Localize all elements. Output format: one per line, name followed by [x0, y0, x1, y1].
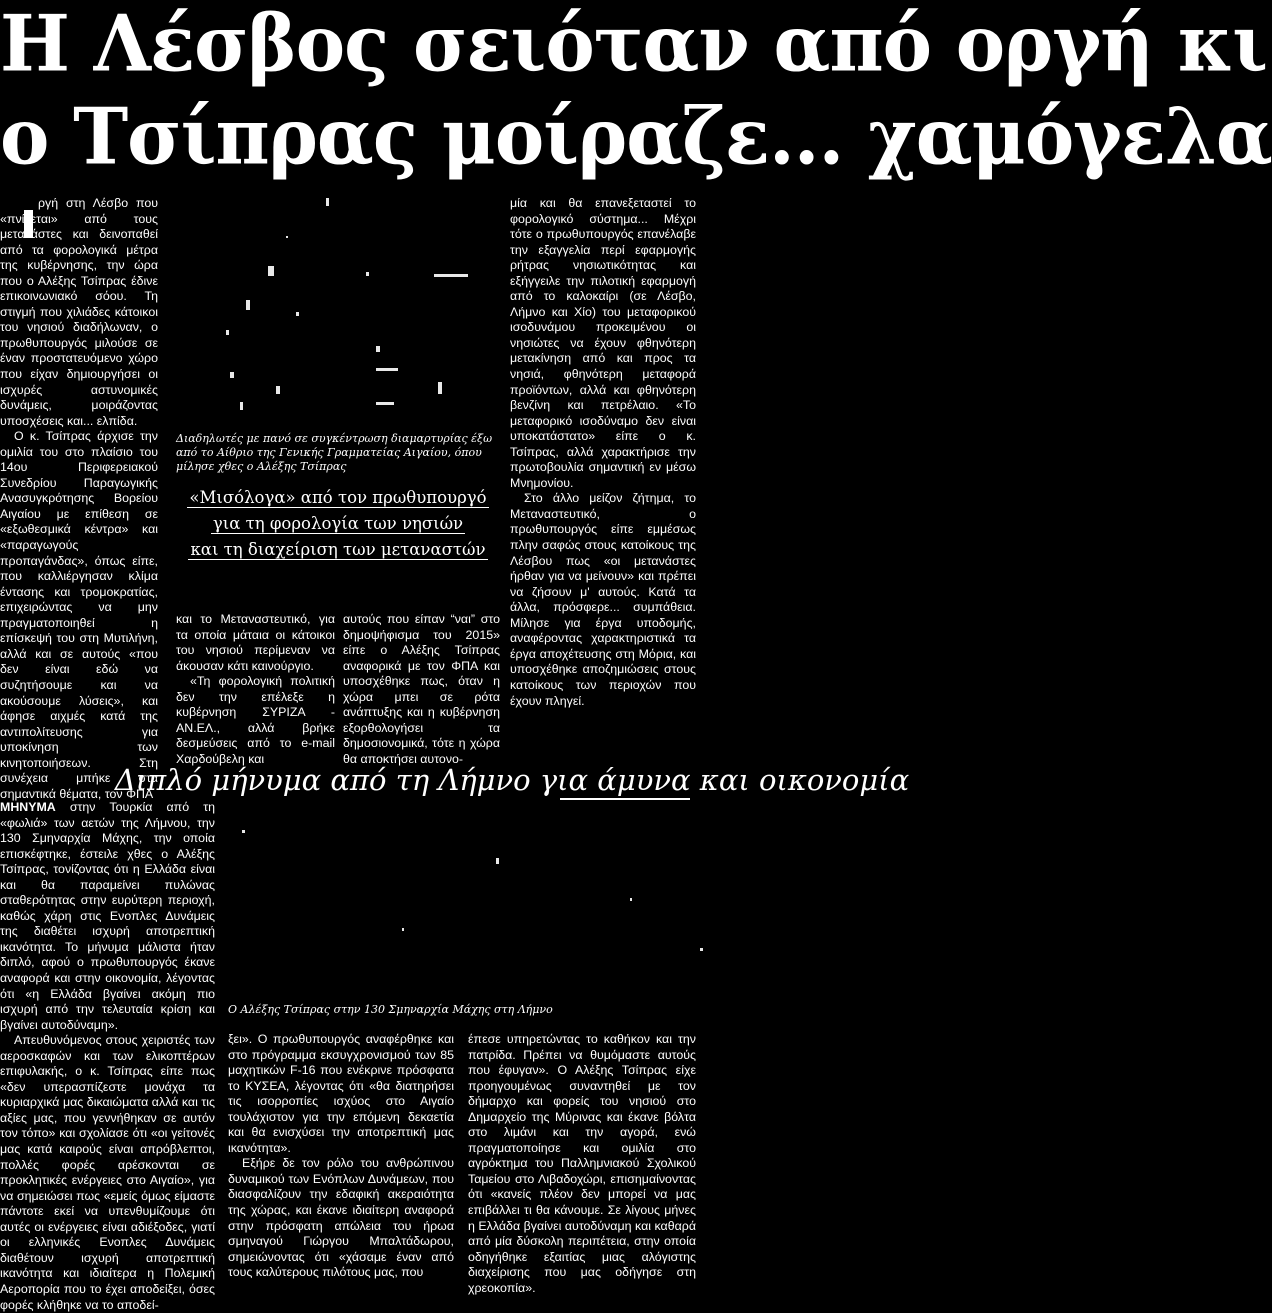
- second-article-paragraph-1: ΜΗΝΥΜΑ στην Τουρκία από τη «φωλιά» των αετών της Λήμνου, την 130 Σμηναρχία Μάχης, την οποία επισκέφτηκε, έστειλε χθες ο Αλέξης Τσίπρας, τονίζοντας ότι η Ελλάδα είναι και θα παραμείνει πυλώνας σταθερότητας στην ευρύτερη περιοχή, καθώς χάρη στις Ενοπλες Δυνάμεις της διαθέτει ισχυρή αποτρεπτική ικανότητα. Το μήνυμα μάλιστα ήταν διπλό, αφού ο πρωθυπουργός έκανε αναφορά και στην οικονομία, λέγοντας ότι «η Ελλάδα βγαίνει ακόμη πιο ισχυρή από την τελευταία κρίση και βγαίνει αυτοδύναμη».: [0, 800, 215, 1032]
- second-article-right-column: [468, 1032, 696, 1296]
- middle-column-1-paragraph-2: «Τη φορολογική πολιτική δεν την επέλεξε η κυβέρνηση ΣΥΡΙΖΑ - ΑΝ.ΕΛ., αλλά βρήκε δεσμεύσεις από το e-mail Χαρδούβελη και: [176, 674, 335, 766]
- protest-photo-caption: Διαδηλωτές με πανό σε συγκέντρωση διαμαρτυρίας έξω από το Αίθριο της Γενικής Γραμματείας Αιγαίου, όπου μίλησε χθες ο Αλέξης Τσίπρας: [176, 432, 493, 473]
- protest-photo: [176, 196, 496, 426]
- second-article-middle-paragraph-1: ξει». Ο πρωθυπουργός αναφέρθηκε και στο πρόγραμμα εκσυγχρονισμού των 85 μαχητικών F-16 που ενέκρινε πρόσφατα το ΚΥΣΕΑ, λέγοντας ότι «θα διατηρήσει τις ισορροπίες ισχύος στο Αιγαίο τουλάχιστον για την επόμενη δεκαετία και θα ενισχύσει την αποτρεπτική μας ικανότητα».: [228, 1032, 454, 1155]
- lead-paragraph-1: ργή στη Λέσβο που «πνίγεται» από τους μετανάστες και δεινοπαθεί από τα φορολογικά μέτρα της κυβέρνησης, την ώρα που ο Αλέξης Τσίπρας έδινε επικοινωνιακό σόου. Τη στιγμή που χιλιάδες κάτοικοι του νησιού διαδήλωναν, ο πρωθυπουργός μιλούσε σε έναν προστατευόμενο χώρο που είχαν δημιουργήσει οι ισχυρές αστυνομικές δυνάμεις, μοιράζοντας υποσχέσεις και... ελπίδα.: [0, 196, 158, 428]
- second-article-left-column: [0, 800, 215, 1313]
- middle-column-2-paragraph-1: αυτούς που είπαν “ναι” στο δημοψήφισμα του 2015» είπε ο Αλέξης Τσίπρας αναφορικά με τον ΦΠΑ και υποσχέθηκε πως, όταν η χώρα μπει σε ρότα ανάπτυξης και η κυβέρνηση εξορθολογήσει τα δημοσιονομικά, τότε η χώρα θα αποκτήσει αυτονο-: [343, 612, 500, 766]
- second-article-paragraph-2: Απευθυνόμενος στους χειριστές των αεροσκαφών και των ελικοπτέρων επιφυλακής, ο κ. Τσίπρας είπε πως «δεν υπερασπίζεστε μονάχα τα κυριαρχικά μας δικαιώματα αλλά και τις αξίες μας, που γεννήθηκαν σε αυτόν τον τόπο» και σχολίασε ότι «οι γείτονές μας κατά καιρούς είναι απρόβλεπτοι, πολλές φορές αρέσκονται σε προκλητικές ενέργειες στο Αιγαίο», για να σημειώσει πως «εμείς όμως είμαστε πάντοτε εκεί να υπενθυμίζουμε ότι αυτές οι ενέργειες είναι αδιέξοδες, γιατί οι ελληνικές Ενοπλες Δυνάμεις διαθέτουν ισχυρή αποτρεπτική ικανότητα και ιδιαίτερα η Πολεμική Αεροπορία που το έχει αποδείξει, όσες φορές κλήθηκε να το αποδεί-: [0, 1033, 215, 1312]
- right-column-paragraph-2: Στο άλλο μείζον ζήτημα, το Μεταναστευτικό, ο πρωθυπουργός είπε εμμέσως πλην σαφώς στους κατοίκους της Λέσβου πως «οι μετανάστες ήρθαν για να μείνουν» και πρέπει να ζήσουν μ' αυτούς. Κατά τα άλλα, πρόσφερε... συμπάθεια. Μίλησε για έργα υποδομής, αναφέροντας χαρακτηριστικά τα έργα αποχέτευσης στη Μόρια, και υποσχέθηκε αποζημιώσεις στους κατοίκους των περιοχών που έχουν πληγεί.: [510, 491, 696, 708]
- pull-quote-line-3: και τη διαχείριση των μεταναστών: [190, 540, 486, 559]
- headline-line-1: Η Λέσβος σειόταν από οργή κι: [0, 0, 1267, 90]
- lead-paragraph-2: Ο κ. Τσίπρας άρχισε την ομιλία του στο πλαίσιο του 14ου Περιφερειακού Συνεδρίου Παραγωγικής Ανασυγκρότησης Βορείου Αιγαίου με επίθεση σε «εξωθεσμικά κέντρα» και «παραγωγούς προπαγάνδας», όπως είπε, που καλλιέργησαν κλίμα έντασης και τρομοκρατίας, επιχειρώντας να μην πραγματοποιηθεί η επίσκεψή του στη Μυτιλήνη, αλλά και σε αυτούς «που δεν είναι εδώ να συζητήσουμε και να ακούσουμε λύσεις», και άφησε αιχμές κατά της αντιπολίτευσης για υποκίνηση των κινητοποιήσεων. Στη συνέχεια μπήκε στα σημαντικά θέματα, τον ΦΠΑ: [0, 429, 158, 801]
- headline-line-2: ο Τσίπρας μοίραζε... χαμόγελα: [0, 91, 1272, 183]
- lead-column: [0, 196, 158, 802]
- middle-column-1-paragraph-1: και το Μεταναστευτικό, για τα οποία μάταια οι κάτοικοι του νησιού περίμεναν να άκουσαν κάτι καινούργιο.: [176, 612, 335, 673]
- middle-column-2: [343, 612, 500, 767]
- second-article-right-paragraph-1: έπεσε υπηρετώντας το καθήκον και την πατρίδα. Πρέπει να θυμόμαστε αυτούς που έφυγαν». Ο Αλέξης Τσίπρας είχε προηγουμένως συναντηθεί με τον δήμαρχο και φορείς του νησιού στο Δημαρχείο της Μύρινας και έκανε βόλτα στο λιμάνι και την αγορά, ενώ πραγματοποίησε και ομιλία στο αγρόκτημα του Παλλημνιακού Σχολικού Ταμείου στο Λιβαδοχώρι, επισημαίνοντας ότι «κανείς πλέον δεν μπορεί να μας επιβάλλει τι θα κάνουμε. Σε λίγους μήνες η Ελλάδα βγαίνει αυτοδύναμη και καθαρά από μία δύσκολη περιπέτεια, στην οποία οδηγήθηκε εξαιτίας μιας αλόγιστης διαχείρισης που μας οδήγησε στη χρεοκοπία».: [468, 1032, 696, 1295]
- pull-quote-line-1: «Μισόλογα» από τον πρωθυπουργό: [189, 488, 487, 507]
- lemnos-photo-caption: Ο Αλέξης Τσίπρας στην 130 Σμηναρχία Μάχης στη Λήμνο: [228, 1003, 553, 1016]
- middle-column-1: [176, 612, 335, 767]
- subhead: Διπλό μήνυμα από τη Λήμνο για άμυνα και οικονομία: [114, 763, 910, 797]
- right-column-paragraph-1: μία και θα επανεξεταστεί το φορολογικό σύστημα... Μέχρι τότε ο πρωθυπουργός επανέλαβε την εξαγγελία περί εφαρμογής ρήτρας νησιωτικότητας και εξήγγειλε την πιλοτική εφαρμογή από το καλοκαίρι (σε Λέσβο, Λήμνο και Χίο) του μεταφορικού ισοδυνάμου προκειμένου οι νησιώτες να έχουν φθηνότερη μετακίνηση από και προς τα νησιά, φθηνότερη μεταφορά προϊόντων, αλλά και φθηνότερη βενζίνη και πετρέλαιο. «Το μεταφορικό ισοδύναμο δεν είναι υποκατάστατο» είπε ο κ. Τσίπρας, αλλά χαρακτήρισε την πρωτοβουλία σημαντική εν μέσω Μνημονίου.: [510, 196, 696, 490]
- subhead-rule: [560, 798, 690, 800]
- second-article-middle-column: [228, 1032, 454, 1281]
- second-article-middle-paragraph-2: Εξήρε δε τον ρόλο του ανθρώπινου δυναμικού των Ενόπλων Δυνάμεων, που διασφαλίζουν την εδαφική ακεραιότητα της χώρας, και έκανε ιδιαίτερη αναφορά στην πρόσφατη απώλεια του ήρωα σμηναγού Γιώργου Μπαλτάδωρου, σημειώνοντας ότι «χάσαμε έναν από τους καλύτερους πιλότους μας, που: [228, 1156, 454, 1280]
- lead-word: ΜΗΝΥΜΑ: [0, 800, 56, 814]
- right-column: [510, 196, 696, 709]
- pull-quote-line-2: για τη φορολογία των νησιών: [212, 514, 464, 533]
